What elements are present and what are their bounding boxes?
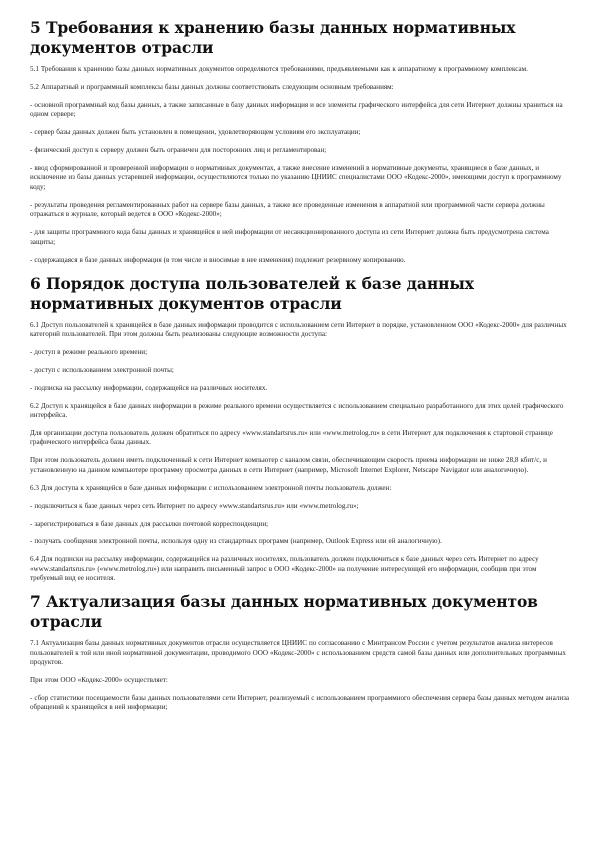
paragraph: 6.3 Для доступа к хранящейся в базе данных информации с использованием электронной почты пользователь должен: — [30, 483, 392, 492]
paragraph: 5.2 Аппаратный и программный комплексы базы данных должны соответствовать следующим основным требованиям: — [30, 82, 394, 91]
paragraph: При этом ООО «Кодекс-2000» осуществляет: — [30, 676, 168, 685]
section-7 — [30, 592, 570, 713]
list-item: - физический доступ к серверу должен быть ограничен для посторонних лиц и регламентирован; — [30, 146, 327, 155]
list-item: - основной программный код базы данных, а также записанные в базу данных информация и все элементы графического интерфейса для сети Интернет должны храниться на одном сервере; — [30, 100, 563, 119]
section-5 — [30, 18, 570, 265]
paragraph: 6.1 Доступ пользователей к хранящейся в базе данных информации проводится с использованием сети Интернет в порядке, установленном ООО «Кодекс-2000» для различных категорий пользователей. При этом должны быть реализованы следующие возможности доступа: — [30, 320, 567, 339]
list-item: - подключиться к базе данных через сеть Интернет по адресу «www.standartsrus.ru» или «www.metrolog.ru»; — [30, 501, 359, 510]
list-item: - для защиты программного кода базы данных и хранящейся в ней информации от несанкционированного доступа из сети Интернет должна быть предусмотрена система защиты; — [30, 228, 549, 246]
list-item: - сбор статистики посещаемости базы данных пользователями сети Интернет, реализуемый с использованием программного обеспечения сервера базы данных методом анализа обращений к хранящейся в ней информации; — [30, 693, 570, 712]
paragraph: 6.2 Доступ к хранящейся в базе данных информации в режиме реального времени осуществляется с использованием специально разработанного для этих целей графического интерфейса. — [30, 401, 564, 420]
list-item: - зарегистрироваться в базе данных для рассылки почтовой корреспонденции; — [30, 519, 269, 528]
list-item: - результаты проведения регламентированных работ на сервере базы данных, а также все проведенные изменения в аппаратной или программной части сервера должны отражаться в журнале, который ведется в ООО «Кодекс-2000»; — [30, 200, 545, 219]
section-heading: 5 Требования к хранению базы данных нормативных документов отрасли — [30, 18, 516, 57]
section-heading: 7 Актуализация базы данных нормативных документов отрасли — [30, 592, 538, 632]
section-6 — [30, 274, 570, 584]
list-item: - доступ в режиме реального времени; — [30, 347, 148, 356]
list-item: - подписка на рассылку информации, содержащейся на различных носителях. — [30, 383, 268, 392]
list-item: - получать сообщения электронной почты, используя одну из стандартных программ (например, Outlook Express или ей аналогичную). — [30, 537, 442, 546]
list-item: - ввод сформированной и проверенной информации о нормативных документах, а также внесение изменений в нормативные документы, хранящиеся в базе данных, и исключение из базы данных устаревшей информации, осуществляются только по указанию ЦНИИС специалистами ООО «Кодекс-2000», имеющими доступ к программному коду; — [30, 163, 562, 191]
document-page — [30, 18, 570, 721]
paragraph: 5.1 Требования к хранению базы данных нормативных документов определяются требованиями, предъявляемыми как к аппаратному к программному комплексам. — [30, 65, 528, 73]
paragraph: Для организации доступа пользователь должен обратиться по адресу «www.standartsrus.ru» или «www.metrolog.ru» в сети Интернет для подключения к стартовой странице графического интерфейса базы данных. — [30, 428, 553, 447]
list-item: - содержащаяся в базе данных информация (в том числе и вносимые в нее изменения) подлежит резервному копированию. — [30, 255, 406, 264]
paragraph: При этом пользователь должен иметь подключенный к сети Интернет компьютер с каналом связи, обеспечивающим скорость приема информации не ниже 28,8 кбит/с, и установленную на данном компьютере программу просмотра данных в сети Интернет (например, Microsoft Internet Explorer, Netscape Navigator или аналогичную). — [30, 456, 547, 474]
list-item: - сервер базы данных должен быть установлен в помещении, удовлетворяющем условиям его эксплуатации; — [30, 128, 361, 137]
section-heading: 6 Порядок доступа пользователей к базе данных нормативных документов отрасли — [30, 273, 474, 313]
paragraph: 6.4 Для подписки на рассылку информации, содержащейся на различных носителях, пользователь должен подключиться к базе данных через сеть Интернет по адресу «www.standartsrus.ru» («www.metrolog.ru») или направить письменный запрос в ООО «Кодекс-2000» на получение интересующей его информации, сообщив при этом требуемый вид ее носителя. — [30, 555, 539, 583]
paragraph: 7.1 Актуализация базы данных нормативных документов отрасли осуществляется ЦНИИС по согласованию с Минтрансом России с учетом результатов анализа интересов пользователей к той или иной нормативной документации, проводимого ООО «Кодекс-2000» с использованием средств самой базы данных или дополнительных программных продуктов. — [30, 639, 566, 667]
list-item: - доступ с использованием электронной почты; — [30, 365, 174, 374]
